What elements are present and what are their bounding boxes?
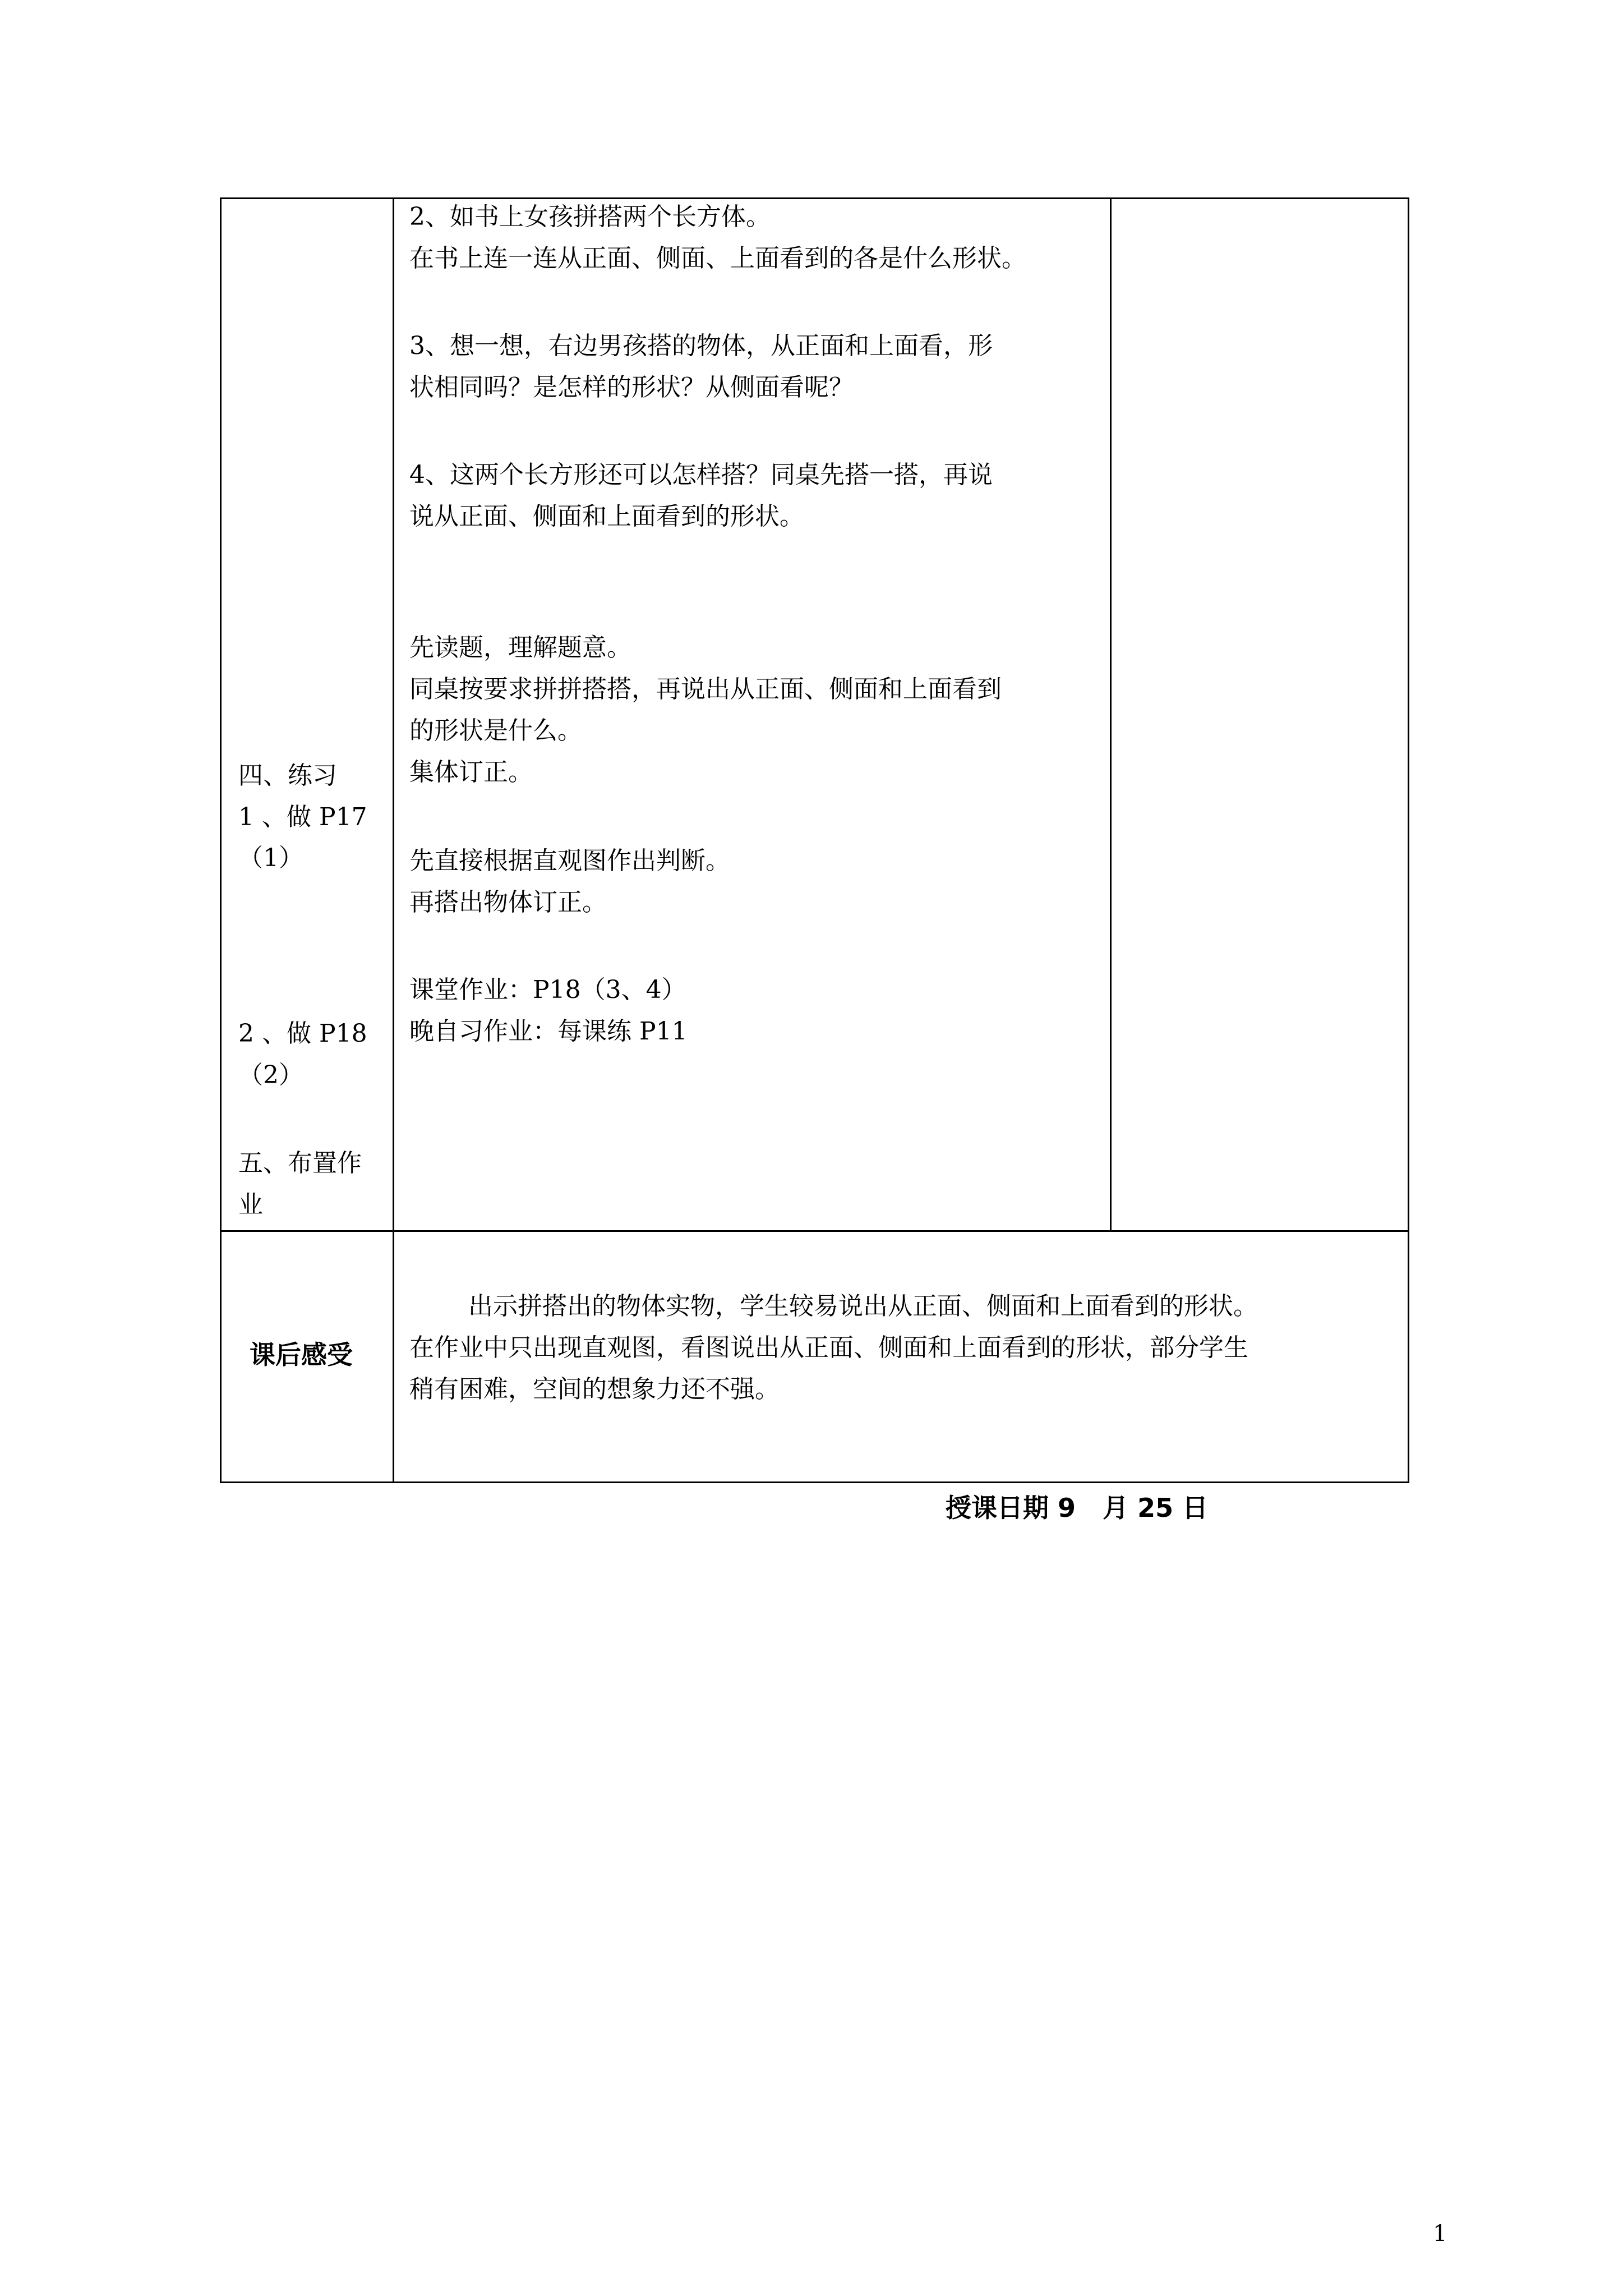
lesson-plan-table (220, 197, 1409, 1483)
activity-line: 先直接根据直观图作出判断。 (409, 846, 730, 875)
activity-line: 的形状是什么。 (409, 716, 582, 745)
table-row-divider (222, 1230, 1408, 1232)
section-heading-homework-cont: 业 (238, 1190, 263, 1219)
activity-line: 同桌按要求拼拼搭搭，再说出从正面、侧面和上面看到 (409, 675, 1002, 703)
activity-line: 课堂作业：P18（3、4） (409, 976, 686, 1004)
page-number: 1 (1433, 2221, 1447, 2247)
reflection-line: 在作业中只出现直观图，看图说出从正面、侧面和上面看到的形状，部分学生 (409, 1333, 1248, 1362)
activity-line: 说从正面、侧面和上面看到的形状。 (409, 502, 804, 531)
activity-line: 状相同吗？是怎样的形状？从侧面看呢？ (409, 373, 854, 402)
teaching-date: 授课日期 9 月 25 日 (946, 1493, 1209, 1523)
activity-line: 在书上连一连从正面、侧面、上面看到的各是什么形状。 (409, 244, 1026, 273)
activity-line: 集体订正。 (409, 758, 533, 786)
activity-line: 晚自习作业：每课练 P11 (409, 1017, 688, 1046)
table-divider-left (393, 199, 394, 1481)
practice-item-2-sub: （2） (238, 1061, 303, 1089)
section-heading-homework: 五、布置作 (238, 1149, 362, 1177)
reflection-line: 出示拼搭出的物体实物，学生较易说出从正面、侧面和上面看到的形状。 (468, 1292, 1258, 1320)
activity-line: 2、如书上女孩拼搭两个长方体。 (409, 203, 771, 231)
practice-item-1: 1 、做 P17 (238, 803, 367, 831)
practice-item-2: 2 、做 P18 (238, 1019, 367, 1048)
activity-line: 再搭出物体订正。 (409, 888, 607, 917)
reflection-line: 稍有困难，空间的想象力还不强。 (409, 1375, 780, 1404)
activity-line: 4、这两个长方形还可以怎样搭？同桌先搭一搭，再说 (409, 461, 993, 489)
activity-line: 先读题，理解题意。 (409, 633, 631, 662)
activity-line: 3、想一想，右边男孩搭的物体，从正面和上面看，形 (409, 332, 993, 360)
table-divider-right (1110, 199, 1112, 1230)
reflection-label: 课后感受 (250, 1340, 353, 1370)
section-heading-practice: 四、练习 (238, 761, 337, 790)
practice-item-1-sub: （1） (238, 844, 303, 872)
